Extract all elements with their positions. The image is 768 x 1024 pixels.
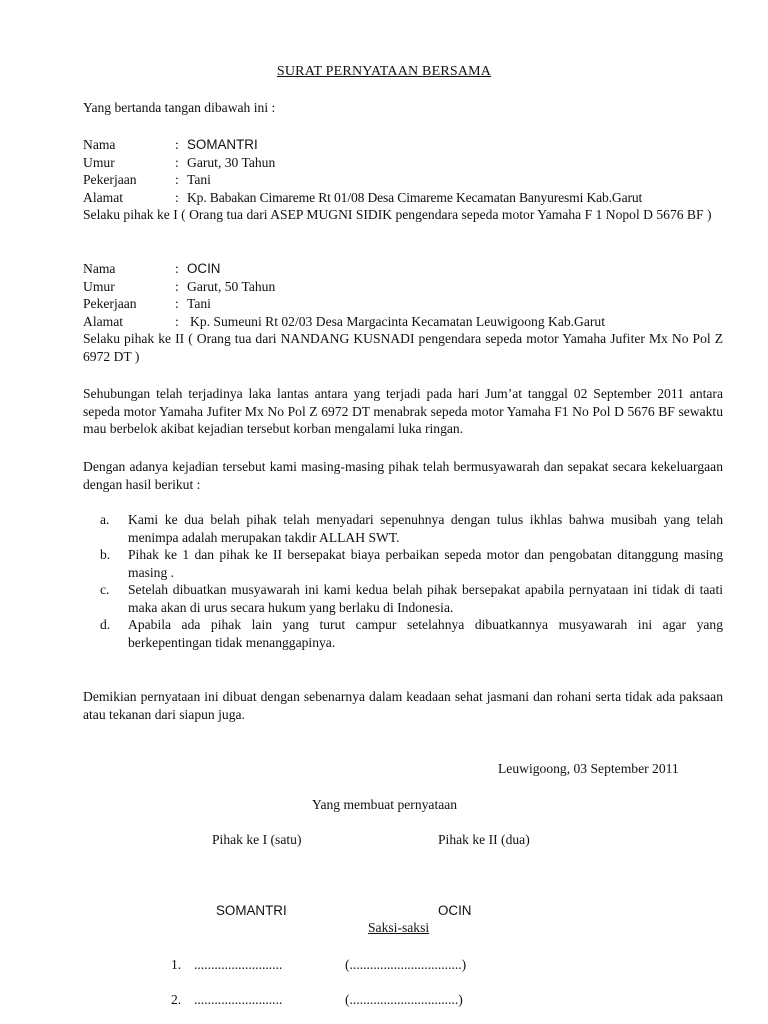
list-marker: b. xyxy=(100,547,111,562)
list-marker: d. xyxy=(100,617,111,632)
witness-dots: .......................... xyxy=(194,992,283,1007)
party2-umur: Garut, 50 Tahun xyxy=(187,278,276,294)
list-marker: a. xyxy=(100,512,110,527)
party1-alamat: Kp. Babakan Cimareme Rt 01/08 Desa Cimareme Kecamatan Banyuresmi Kab.Garut xyxy=(187,189,643,205)
party1-alamat-row: Alamat : Kp. Babakan Cimareme Rt 01/08 Desa Cimareme Kecamatan Banyuresmi Kab.Garut xyxy=(83,189,723,207)
party2-signature-name: OCIN xyxy=(438,903,472,918)
witness-signature-line: (................................) xyxy=(345,992,463,1007)
party2-selaku: Selaku pihak ke II ( Orang tua dari NANDANG KUSNADI pengendara sepeda motor Yamaha Jufiter Mx No Pol Z 6972 DT ) xyxy=(83,331,723,364)
party2-alamat-row: Alamat : Kp. Sumeuni Rt 02/03 Desa Margacinta Kecamatan Leuwigoong Kab.Garut xyxy=(83,313,723,331)
intro-text: Yang bertanda tangan dibawah ini : xyxy=(83,100,276,115)
list-item xyxy=(100,546,723,581)
party1-signature-name: SOMANTRI xyxy=(216,903,287,918)
party2-identity xyxy=(83,260,723,365)
party1-selaku: Selaku pihak ke I ( Orang tua dari ASEP MUGNI SIDIK pengendara sepeda motor Yamaha F 1 Nopol D 5676 BF ) xyxy=(83,207,712,222)
party2-pekerjaan: Tani xyxy=(187,296,211,311)
alamat-label: Alamat xyxy=(83,189,124,205)
list-text: Pihak ke 1 dan pihak ke II bersepakat biaya perbaikan sepeda motor dan pengobatan ditanggung masing masing . xyxy=(128,547,723,580)
document-title: SURAT PERNYATAAN BERSAMA xyxy=(276,64,492,79)
pekerjaan-label: Pekerjaan xyxy=(83,296,137,311)
paragraph-agreement: Dengan adanya kejadian tersebut kami masing-masing pihak telah bermusyawarah dan sepakat secara kekeluargaan dengan hasil berikut : xyxy=(83,459,723,492)
party1-pekerjaan-row: Pekerjaan : Tani xyxy=(83,171,723,189)
place-date: Leuwigoong, 03 September 2011 xyxy=(498,761,679,776)
party2-nama: OCIN xyxy=(187,261,221,276)
umur-label: Umur xyxy=(83,278,115,294)
list-item xyxy=(100,581,723,616)
party2-alamat: Kp. Sumeuni Rt 02/03 Desa Margacinta Kecamatan Leuwigoong Kab.Garut xyxy=(190,313,606,329)
agreement-list xyxy=(100,511,723,651)
nama-label: Nama xyxy=(83,261,116,276)
party1-nama: SOMANTRI xyxy=(187,137,258,152)
witness-dots: .......................... xyxy=(194,957,283,972)
party1-umur-row: Umur : Garut, 30 Tahun xyxy=(83,154,723,172)
party1-signature-label: Pihak ke I (satu) xyxy=(212,832,302,847)
paragraph-incident: Sehubungan telah terjadinya laka lantas antara yang terjadi pada hari Jum’at tanggal 02 September 2011 antara sepeda motor Yamaha Jufiter Mx No Pol Z 6972 DT menabrak sepeda motor Yamaha F1 No Pol D 5676 BF sewaktu mau berbelok akibat kejadian tersebut korban mengalami luka ringan. xyxy=(83,386,723,436)
list-marker: c. xyxy=(100,582,110,597)
party2-pekerjaan-row: Pekerjaan : Tani xyxy=(83,295,723,313)
party1-nama-row: Nama : SOMANTRI xyxy=(83,136,723,154)
pekerjaan-label: Pekerjaan xyxy=(83,172,137,187)
party2-nama-row: Nama : OCIN xyxy=(83,260,723,278)
list-item xyxy=(100,511,723,546)
list-text: Kami ke dua belah pihak telah menyadari sepenuhnya dengan tulus ikhlas bahwa musibah yang telah menimpa adalah merupakan takdir ALLAH SWT. xyxy=(128,512,723,545)
alamat-label: Alamat xyxy=(83,313,124,329)
list-text: Setelah dibuatkan musyawarah ini kami kedua belah pihak bersepakat apabila pernyataan ini tidak di taati maka akan di urus secara hukum yang berlaku di Indonesia. xyxy=(128,582,723,615)
party2-signature-label: Pihak ke II (dua) xyxy=(438,832,530,847)
party1-identity xyxy=(83,136,723,224)
witness-signature-line: (.................................) xyxy=(345,957,467,972)
witness-number: 1. xyxy=(171,957,182,972)
party1-umur: Garut, 30 Tahun xyxy=(187,154,276,170)
list-item xyxy=(100,616,723,651)
closing-paragraph: Demikian pernyataan ini dibuat dengan sebenarnya dalam keadaan sehat jasmani dan rohani serta tidak ada paksaan atau tekanan dari siapun juga. xyxy=(83,689,723,722)
party2-umur-row: Umur : Garut, 50 Tahun xyxy=(83,278,723,296)
umur-label: Umur xyxy=(83,154,115,170)
list-text: Apabila ada pihak lain yang turut campur setelahnya dibuatkannya musyawarah ini agar yang berkepentingan tidak menanggapinya. xyxy=(128,617,723,650)
witnesses-title: Saksi-saksi xyxy=(368,920,430,935)
party1-pekerjaan: Tani xyxy=(187,172,211,187)
maker-label: Yang membuat pernyataan xyxy=(312,797,458,812)
nama-label: Nama xyxy=(83,137,116,152)
witness-number: 2. xyxy=(171,992,182,1007)
